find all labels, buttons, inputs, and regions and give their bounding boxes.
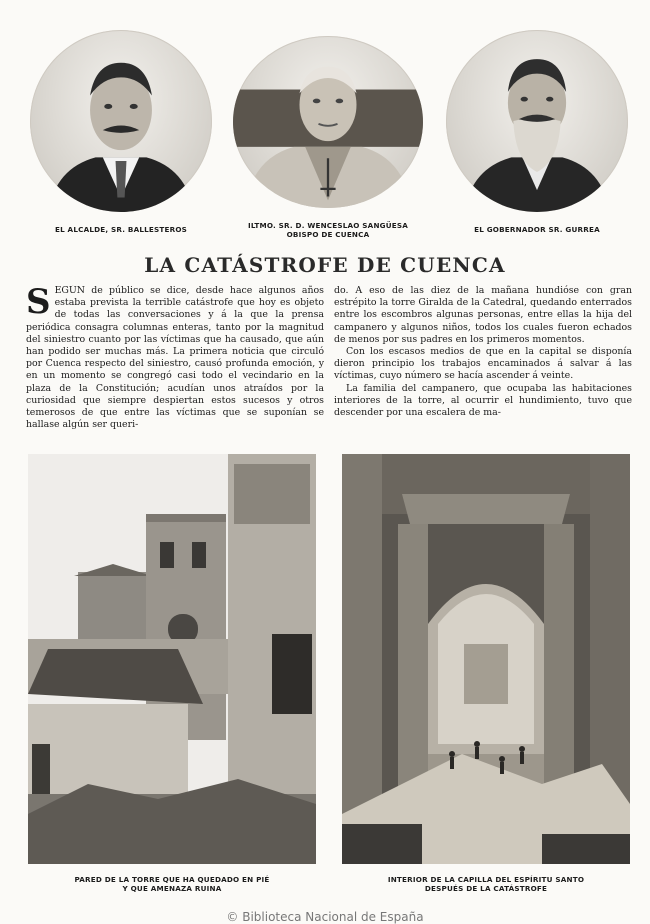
caption-line: ILTMO. SR. D. WENCESLAO SANGÜESA	[247, 221, 409, 230]
article-paragraph: do. A eso de las diez de la mañana hundióse con gran estrépito la torre Giralda de la Catedral, quedando enterrados entre los escombros algunas personas, entre ellas la hija del campanero y algunos niños, todos los cuales fueron echados de menos por sus padres en los primeros momentos.	[334, 285, 632, 345]
caption-line: Y QUE AMENAZA RUINA	[122, 884, 222, 893]
portrait-caption-governor	[446, 225, 628, 234]
photo-caption-chapel-interior	[342, 875, 630, 893]
article-paragraph	[26, 285, 324, 431]
portrait-mayor	[30, 30, 212, 212]
portrait-mayor-image	[30, 30, 212, 212]
caption-line: PARED DE LA TORRE QUE HA QUEDADO EN PIÉ	[74, 875, 270, 884]
portrait-caption-bishop	[218, 221, 438, 239]
photo-caption-tower-wall	[28, 875, 316, 893]
article-column-right	[334, 285, 632, 443]
photo-chapel-interior-image	[342, 454, 630, 864]
portrait-governor-image	[446, 30, 628, 212]
drop-cap: S	[26, 285, 51, 322]
photo-chapel-interior	[342, 454, 630, 864]
caption-line: EL GOBERNADOR SR. GURREA	[474, 225, 600, 234]
library-watermark: © Biblioteca Nacional de España	[226, 910, 424, 924]
article-title: LA CATÁSTROFE DE CUENCA	[144, 253, 506, 277]
caption-line: DESPUÉS DE LA CATÁSTROFE	[424, 884, 548, 893]
portrait-caption-mayor	[30, 225, 212, 234]
caption-line: OBISPO DE CUENCA	[286, 230, 370, 239]
paragraph-text: EGÚN de público se dice, desde hace algunos años estaba prevista la terrible catástrofe que hoy es objeto de todas las conversaciones y á la que la prensa periódica consagra columnas enteras, tanto por la magnitud del siniestro cuanto por las víctimas que ha causado, que aún han podido ser muchas más. La primera noticia que circuló por Cuenca respecto del siniestro, causó profunda emoción, y en un momento se congregó casi todo el vecindario en la plaza de la Constitución; acudían unos atraídos por la curiosidad que siempre despiertan estos sucesos y otros temerosos de que entre las víctimas que se suponían se hallase algún ser queri-	[26, 285, 324, 431]
photo-tower-wall-image	[28, 454, 316, 864]
article-paragraph: La familia del campanero, que ocupaba las habitaciones interiores de la torre, al ocurrir el hundimiento, tuvo que descender por una escalera de ma-	[334, 382, 632, 419]
portrait-governor	[446, 30, 628, 212]
caption-line: INTERIOR DE LA CAPILLA DEL ESPÍRITU SANTO	[387, 875, 585, 884]
photo-tower-wall	[28, 454, 316, 864]
portrait-bishop	[233, 36, 423, 208]
portrait-bishop-image	[233, 36, 423, 208]
article-column-left	[26, 285, 324, 443]
caption-line: EL ALCALDE, SR. BALLESTEROS	[54, 225, 188, 234]
article-paragraph: Con los escasos medios de que en la capital se disponía dieron principio los trabajos encaminados á salvar á las víctimas, cuyo número se hacía ascender á veinte.	[334, 346, 632, 382]
